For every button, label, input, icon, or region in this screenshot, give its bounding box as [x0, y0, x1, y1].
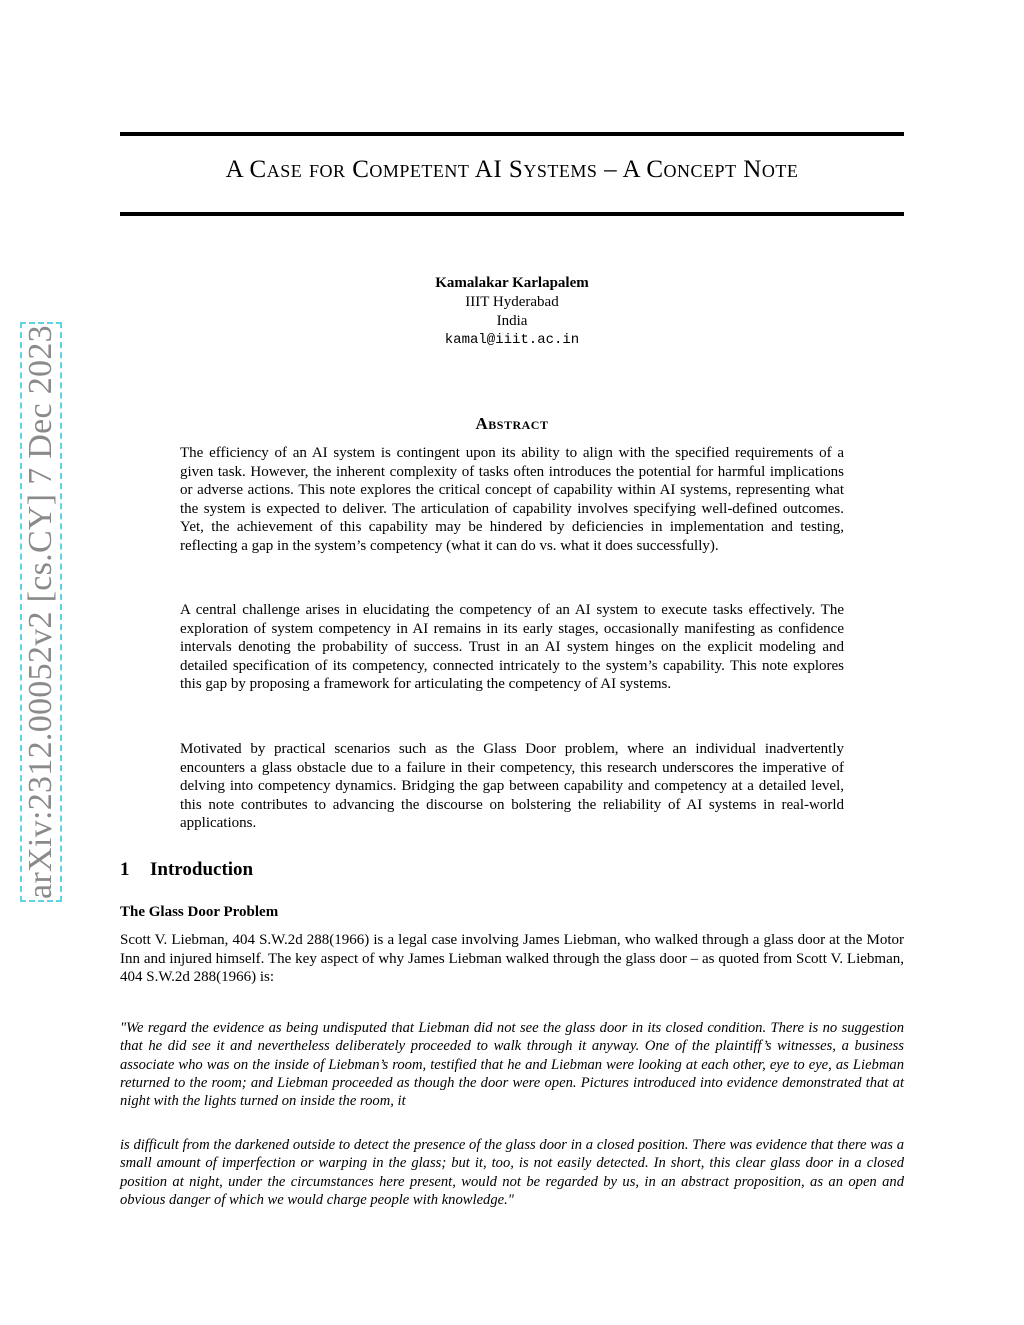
arxiv-identifier-stamp[interactable] [20, 322, 62, 902]
section-title: Introduction [150, 859, 254, 880]
title-bottom-rule [120, 212, 904, 216]
author-country: India [496, 313, 528, 329]
section-heading [120, 859, 253, 881]
subsection-heading: The Glass Door Problem [120, 904, 279, 920]
arxiv-identifier-text: arXiv:2312.00052v2 [cs.CY] 7 Dec 2023 [22, 325, 59, 899]
paper-title: A Case for Competent AI Systems – A Concept Note [225, 156, 799, 183]
author-name: Kamalakar Karlapalem [435, 275, 589, 291]
abstract-paragraph: Motivated by practical scenarios such as the Glass Door problem, where an individual inadvertently encounters a glass obstacle due to a failure in their competency, this research underscores the imperative of delving into competency dynamics. Bridging the gap between capability and competency at a detailed level, this note contributes to advancing the discourse on bolstering the reliability of AI systems in real-world applications. [180, 741, 844, 832]
abstract-heading: Abstract [475, 414, 549, 433]
abstract-paragraph: The efficiency of an AI system is contingent upon its ability to align with the specified requirements of a given task. However, the inherent complexity of tasks often introduces the potential for harmful implications or adverse actions. This note explores the critical concept of capability within AI systems, representing what the system is expected to deliver. The articulation of capability involves specifying well-defined outcomes. Yet, the achievement of this capability may be hindered by deficiencies in implementation and testing, reflecting a gap in the system’s competency (what it can do vs. what it does successfully). [180, 445, 844, 554]
abstract-paragraph: A central challenge arises in elucidating the competency of an AI system to execute tasks effectively. The exploration of system competency in AI remains in its early stages, occasionally manifesting as confidence intervals denoting the probability of success. Trust in an AI system hinges on the explicit modeling and detailed specification of its competency, connected intricately to the system’s capability. This note explores this gap by proposing a framework for articulating the competency of AI systems. [180, 602, 844, 693]
legal-quote-paragraph: "We regard the evidence as being undisputed that Liebman did not see the glass door in its closed condition. There is no suggestion that he did see it and nevertheless deliberately proceeded to walk through it anyway. One of the plaintiff’s witnesses, a business associate who was on the inside of Liebman’s room, testified that he and Liebman were looking at each other, eye to eye, as Liebman returned to the room; and Liebman proceeded as though the door were open. Pictures introduced into evidence demonstrated that at night with the lights turned on inside the room, it [120, 1020, 904, 1110]
legal-quote-paragraph: is difficult from the darkened outside to detect the presence of the glass door in a closed position. There was evidence that there was a small amount of imperfection or warping in the glass; but it, too, is not easily detected. In short, this clear glass door in a closed position at night, under the circumstances here present, would not be regarded by us, in an abstract proposition, as an open and obvious danger of which we would charge people with knowledge." [120, 1137, 904, 1208]
title-top-rule [120, 132, 904, 136]
author-email[interactable]: kamal@iiit.ac.in [444, 332, 580, 348]
author-affiliation: IIIT Hyderabad [465, 294, 559, 310]
author-block [0, 274, 1024, 350]
intro-paragraph: Scott V. Liebman, 404 S.W.2d 288(1966) is a legal case involving James Liebman, who walked through a glass door at the Motor Inn and injured himself. The key aspect of why James Liebman walked through the glass door – as quoted from Scott V. Liebman, 404 S.W.2d 288(1966) is: [120, 932, 904, 986]
section-number: 1 [120, 859, 130, 880]
